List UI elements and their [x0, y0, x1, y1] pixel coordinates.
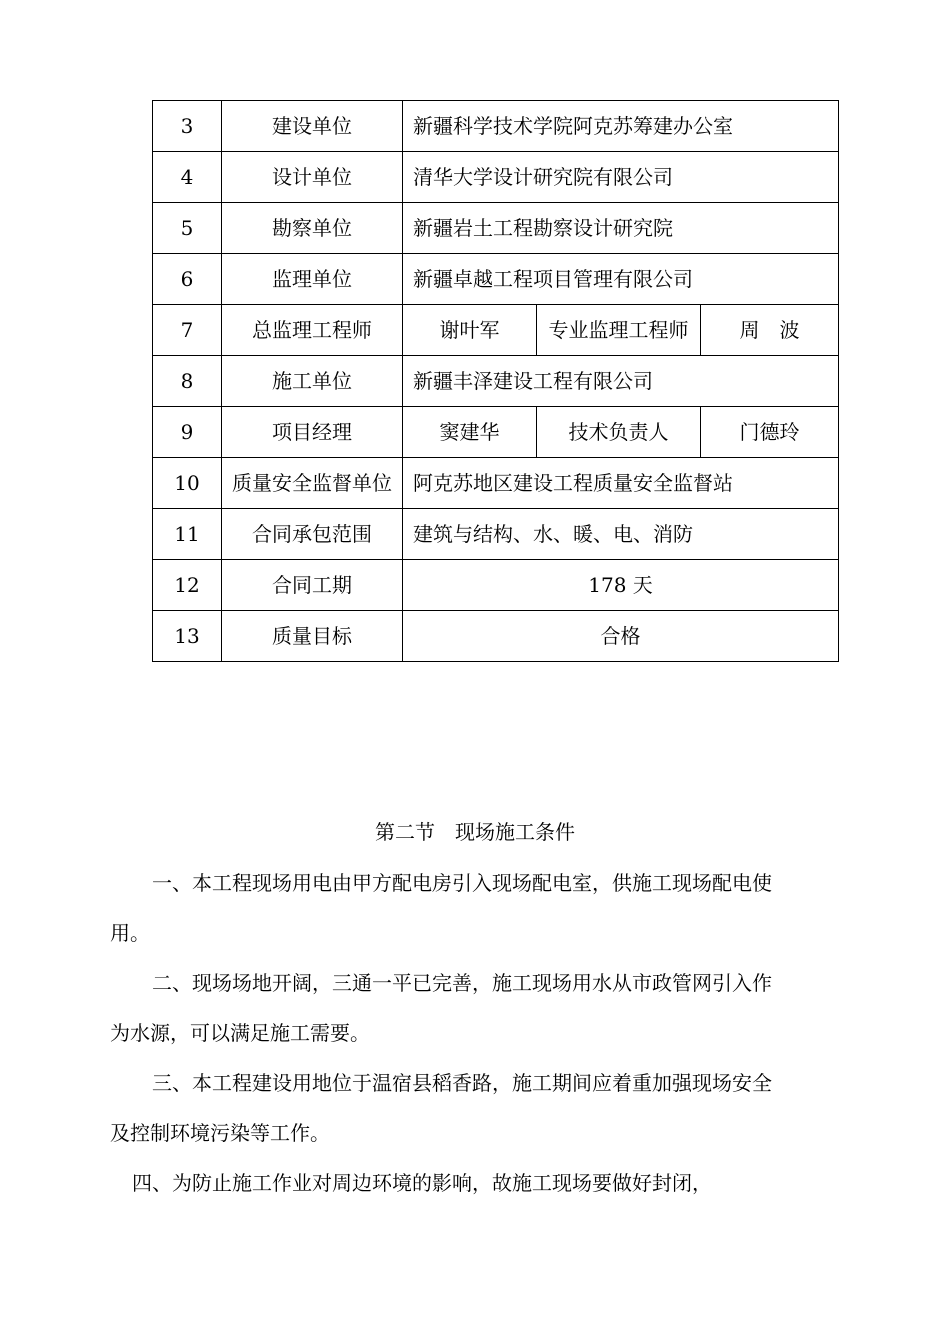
row-value: 新疆卓越工程项目管理有限公司 — [403, 254, 839, 305]
row-label-secondary: 专业监理工程师 — [537, 305, 701, 356]
row-label: 合同工期 — [222, 560, 403, 611]
row-label: 质量安全监督单位 — [222, 458, 403, 509]
row-label: 建设单位 — [222, 101, 403, 152]
table-row — [153, 305, 839, 356]
paragraph: 二、现场场地开阔，三通一平已完善，施工现场用水从市政管网引入作为水源，可以满足施工需要。 — [110, 971, 772, 1045]
row-label: 施工单位 — [222, 356, 403, 407]
paragraph: 三、本工程建设用地位于温宿县稻香路，施工期间应着重加强现场安全及控制环境污染等工作。 — [110, 1071, 772, 1145]
row-label: 质量目标 — [222, 611, 403, 662]
project-info-table — [152, 100, 839, 662]
row-label: 监理单位 — [222, 254, 403, 305]
row-label: 设计单位 — [222, 152, 403, 203]
table-row — [153, 356, 839, 407]
table-row — [153, 152, 839, 203]
row-label: 总监理工程师 — [222, 305, 403, 356]
row-value: 阿克苏地区建设工程质量安全监督站 — [403, 458, 839, 509]
row-value: 窦建华 — [403, 407, 537, 458]
row-value: 178 天 — [403, 560, 839, 611]
table-row — [153, 458, 839, 509]
row-label: 项目经理 — [222, 407, 403, 458]
table-row — [153, 407, 839, 458]
paragraph: 四、为防止施工作业对周边环境的影响，故施工现场要做好封闭， — [132, 1171, 712, 1195]
row-number: 5 — [153, 203, 222, 254]
row-number: 12 — [153, 560, 222, 611]
row-number: 9 — [153, 407, 222, 458]
row-value: 新疆岩土工程勘察设计研究院 — [403, 203, 839, 254]
row-number: 7 — [153, 305, 222, 356]
section-title: 第二节 现场施工条件 — [375, 820, 575, 844]
row-value: 新疆科学技术学院阿克苏筹建办公室 — [403, 101, 839, 152]
row-number: 3 — [153, 101, 222, 152]
row-number: 10 — [153, 458, 222, 509]
table-row — [153, 203, 839, 254]
row-value-secondary: 门德玲 — [701, 407, 839, 458]
table-row — [153, 509, 839, 560]
row-value: 谢叶军 — [403, 305, 537, 356]
table-row — [153, 560, 839, 611]
row-label-secondary: 技术负责人 — [537, 407, 701, 458]
row-value: 新疆丰泽建设工程有限公司 — [403, 356, 839, 407]
row-value: 清华大学设计研究院有限公司 — [403, 152, 839, 203]
row-label: 勘察单位 — [222, 203, 403, 254]
row-label: 合同承包范围 — [222, 509, 403, 560]
table-row — [153, 254, 839, 305]
row-number: 8 — [153, 356, 222, 407]
row-number: 13 — [153, 611, 222, 662]
paragraph: 一、本工程现场用电由甲方配电房引入现场配电室，供施工现场配电使用。 — [110, 871, 772, 945]
row-number: 6 — [153, 254, 222, 305]
row-value: 合格 — [403, 611, 839, 662]
row-number: 11 — [153, 509, 222, 560]
table-row — [153, 101, 839, 152]
row-number: 4 — [153, 152, 222, 203]
row-value: 建筑与结构、水、暖、电、消防 — [403, 509, 839, 560]
row-value-secondary: 周 波 — [701, 305, 839, 356]
table-row — [153, 611, 839, 662]
